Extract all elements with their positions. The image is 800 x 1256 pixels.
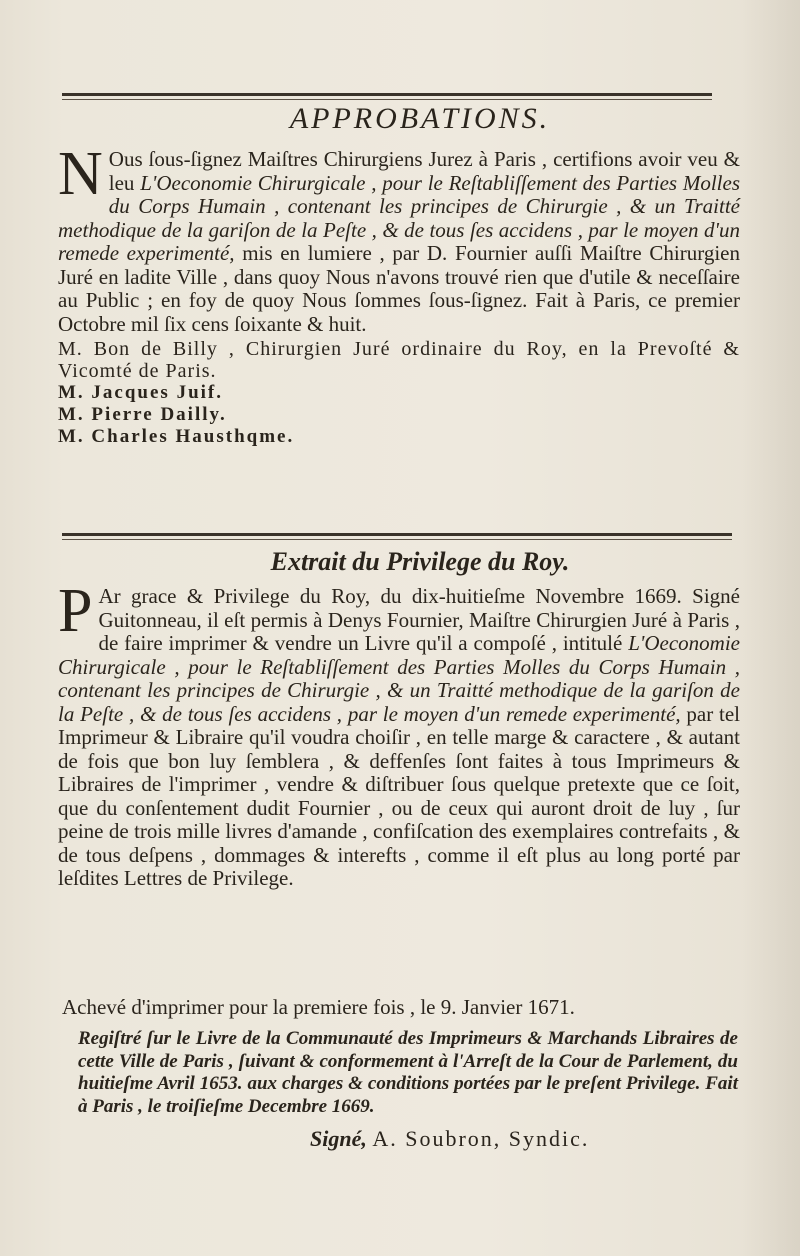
dropcap-n: N	[58, 140, 103, 208]
privilege-book-title: L'Oeconomie Chirurgicale , pour le Reſtabliſſement des Parties Molles du Corps Humain , contenant les principes de Chirurgie , & un Traitté methodique de la gariſon de la Peſte , & de tous ſes accidens , par le moyen d'un remede experimenté,	[58, 631, 740, 726]
signature-jacques-juif: M. Jacques Juif.	[58, 382, 223, 403]
printing-completed-note: Achevé d'imprimer pour la premiere fois , le 9. Janvier 1671.	[62, 995, 575, 1019]
middle-ornament-rule	[62, 533, 732, 536]
syndic-signature	[310, 1126, 730, 1152]
signed-name: A. Soubron, Syndic.	[372, 1126, 590, 1151]
top-ornament-rule	[62, 93, 712, 96]
page-edge-shadow	[740, 0, 800, 1256]
approbation-intro: Ous ſous-ſignez Maiſtres Chirurgiens Jurez à Paris , certifions avoir veu & leu	[108, 147, 740, 195]
approbation-book-title: L'Oeconomie Chirurgicale , pour le Reſtabliſſement des Parties Molles du Corps Humain , contenant les principes de Chirurgie , & un Traitté methodique de la gariſon de la Peſte , & de tous ſes accidens , par le moyen d'un remede experimenté,	[58, 170, 741, 265]
privilege-text	[58, 577, 740, 891]
privilege-conditions: par tel Imprimeur & Libraire qu'il voudra choiſir , en telle marge & caractere , & autant de fois que bon luy ſemblera , & deffenſes ſont faites à tous Imprimeurs & Libraires de l'imprimer , vendre & diſtribuer ſous quelque pretexte que ce ſoit, que du conſentement dudit Fournier , ou de ceux qui auront droit de luy , ſur peine de trois mille livres d'amande , confiſcation des exemplaires contrefaits , & de tous deſpens , dommages & interefts , comme il eſt plus au long porté par leſdites Lettres de Privilege.	[58, 701, 740, 890]
privilege-intro: Ar grace & Privilege du Roy, du dix-huitieſme Novembre 1669. Signé Guitonneau, il eſt permis à Denys Fournier, Maiſtre Chirurgien Juré à Paris , de faire imprimer & vendre un Livre qu'il a compoſé , intitulé	[98, 584, 740, 655]
registration-note: Regiſtré ſur le Livre de la Communauté des Imprimeurs & Marchands Libraires de cette Ville de Paris , ſuivant & conformement à l'Arreſt de la Cour de Parlement, du huitieſme Avril 1653. aux charges & conditions portées par le preſent Privilege. Fait à Paris , le troiſieſme Decembre 1669.	[78, 1028, 738, 1117]
approbation-conclusion: mis en lumiere , par D. Fournier auſſi Maiſtre Chirurgien Juré en ladite Ville , dans quoy Nous n'avons trouvé rien que d'utile & neceſſaire au Public ; en foy de quoy Nous ſommes ſous-ſignez. Fait à Paris, ce premier Octobre mil ſix cens ſoixante & huit.	[58, 241, 741, 336]
privilege-title: Extrait du Privilege du Roy.	[270, 547, 570, 576]
dropcap-p: P	[58, 577, 93, 645]
signature-charles-hausthqme: M. Charles Hausthqme.	[58, 426, 295, 447]
signature-pierre-dailly: M. Pierre Dailly.	[58, 404, 227, 425]
approbation-text	[58, 140, 741, 448]
signature-bon-de-billy: M. Bon de Billy , Chirurgien Juré ordinaire du Roy, en la Prevoſté & Vicomté de Paris.	[58, 338, 740, 382]
signed-label: Signé,	[310, 1126, 367, 1151]
page-title: APPROBATIONS.	[289, 102, 551, 135]
